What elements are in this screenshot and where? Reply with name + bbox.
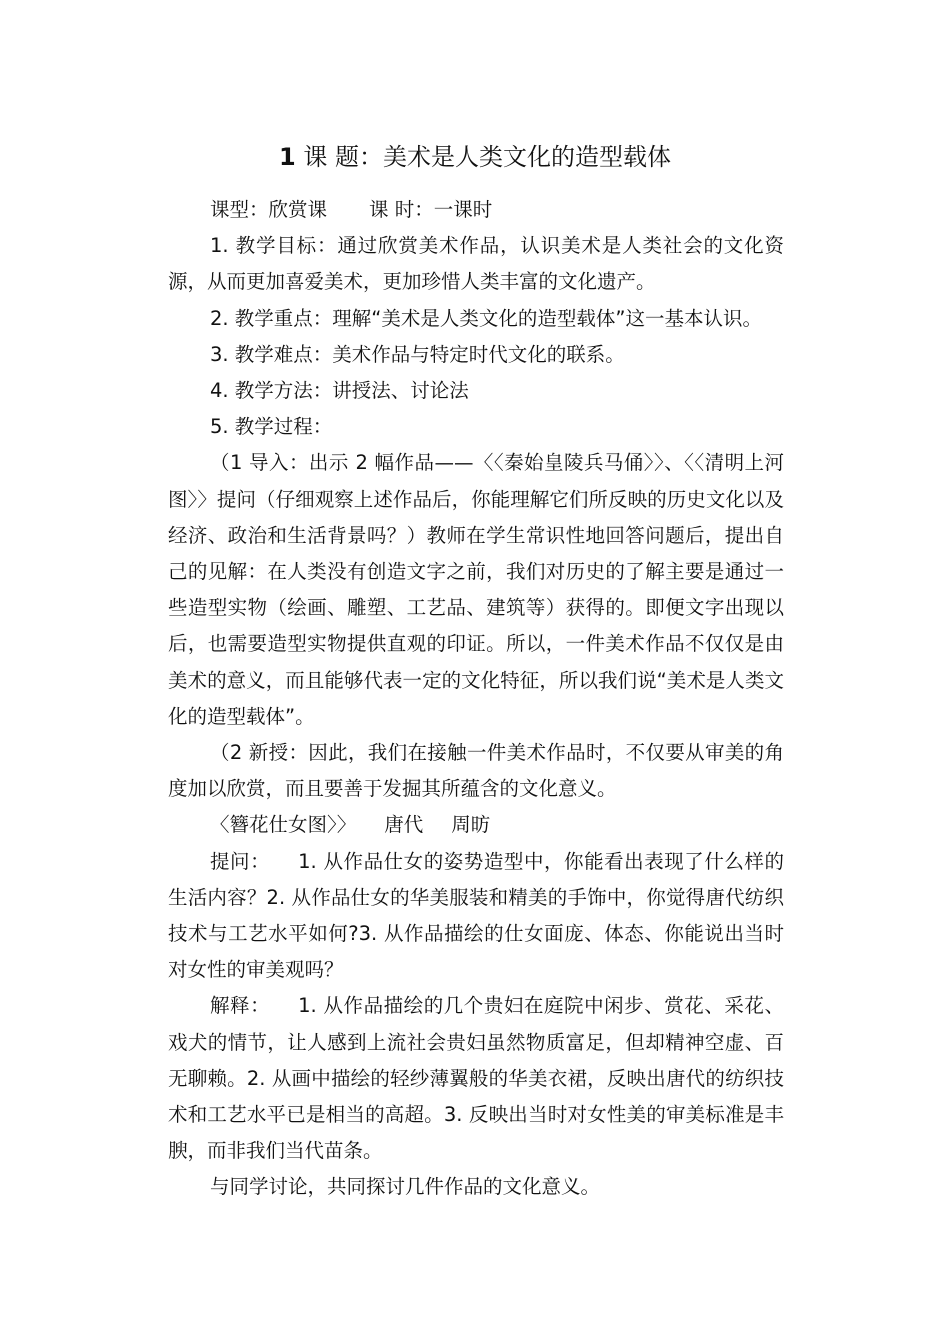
document-body	[168, 192, 784, 1206]
answer-paragraph	[168, 988, 784, 1169]
artwork-dynasty: 唐代	[384, 813, 424, 837]
page-title	[0, 140, 950, 174]
question-text: 1. 从作品仕女的姿势造型中，你能看出表现了什么样的生活内容？2. 从作品仕女的华美服装和精美的手饰中，你觉得唐代纺织技术与工艺水平如何?3. 从作品描绘的仕女面庞、体态、你能说出当时对女性的审美观吗？	[168, 849, 784, 982]
teaching-goal: 1. 教学目标：通过欣赏美术作品，认识美术是人类社会的文化资源，从而更加喜爱美术，更加珍惜人类丰富的文化遗产。	[168, 234, 784, 294]
question-label: 提问：	[210, 849, 271, 873]
artwork-line	[168, 807, 784, 843]
new-lesson-paragraph: （2 新授：因此，我们在接触一件美术作品时，不仅要从审美的角度加以欣赏，而且要善于发掘其所蕴含的文化意义。	[168, 741, 784, 801]
teaching-difficulty: 3. 教学难点：美术作品与特定时代文化的联系。	[210, 342, 625, 366]
answer-text: 1. 从作品描绘的几个贵妇在庭院中闲步、赏花、采花、戏犬的情节，让人感到上流社会贵妇虽然物质富足，但却精神空虚、百无聊赖。2. 从画中描绘的轻纱薄翼般的华美衣裙，反映出唐代的纺织技术和工艺水平已是相当的高超。3. 反映出当时对女性美的审美标准是丰腴，而非我们当代苗条。	[168, 994, 784, 1163]
course-info-line	[168, 192, 784, 228]
artwork-title: 〈簪花仕女图〉〉	[210, 813, 357, 837]
teaching-key-point: 2. 教学重点：理解“美术是人类文化的造型载体”这一基本认识。	[210, 306, 763, 330]
course-hours: 课 时：一课时	[369, 198, 493, 221]
teaching-process-heading: 5. 教学过程：	[210, 415, 333, 439]
answer-label: 解释：	[210, 994, 271, 1018]
title-text: 课 题：美术是人类文化的造型载体	[303, 143, 671, 171]
discussion-paragraph: 与同学讨论，共同探讨几件作品的文化意义。	[210, 1175, 601, 1199]
intro-paragraph: （1 导入：出示 2 幅作品——〈〈秦始皇陵兵马俑〉〉、〈〈清明上河图〉〉提问（仔细观察上述作品后，你能理解它们所反映的历史文化以及经济、政治和生活背景吗？）教师在学生常识性地回答问题后，提出自己的见解：在人类没有创造文字之前，我们对历史的了解主要是通过一些造型实物（绘画、雕塑、工艺品、建筑等）获得的。即便文字出现以后，也需要造型实物提供直观的印证。所以，一件美术作品不仅仅是由美术的意义，而且能够代表一定的文化特征，所以我们说“美术是人类文化的造型载体”。	[168, 451, 784, 728]
teaching-method: 4. 教学方法：讲授法、讨论法	[210, 379, 469, 403]
course-type: 课型：欣赏课	[210, 198, 328, 221]
question-paragraph	[168, 844, 784, 989]
title-number: 1	[279, 143, 296, 171]
artwork-artist: 周昉	[451, 813, 491, 837]
